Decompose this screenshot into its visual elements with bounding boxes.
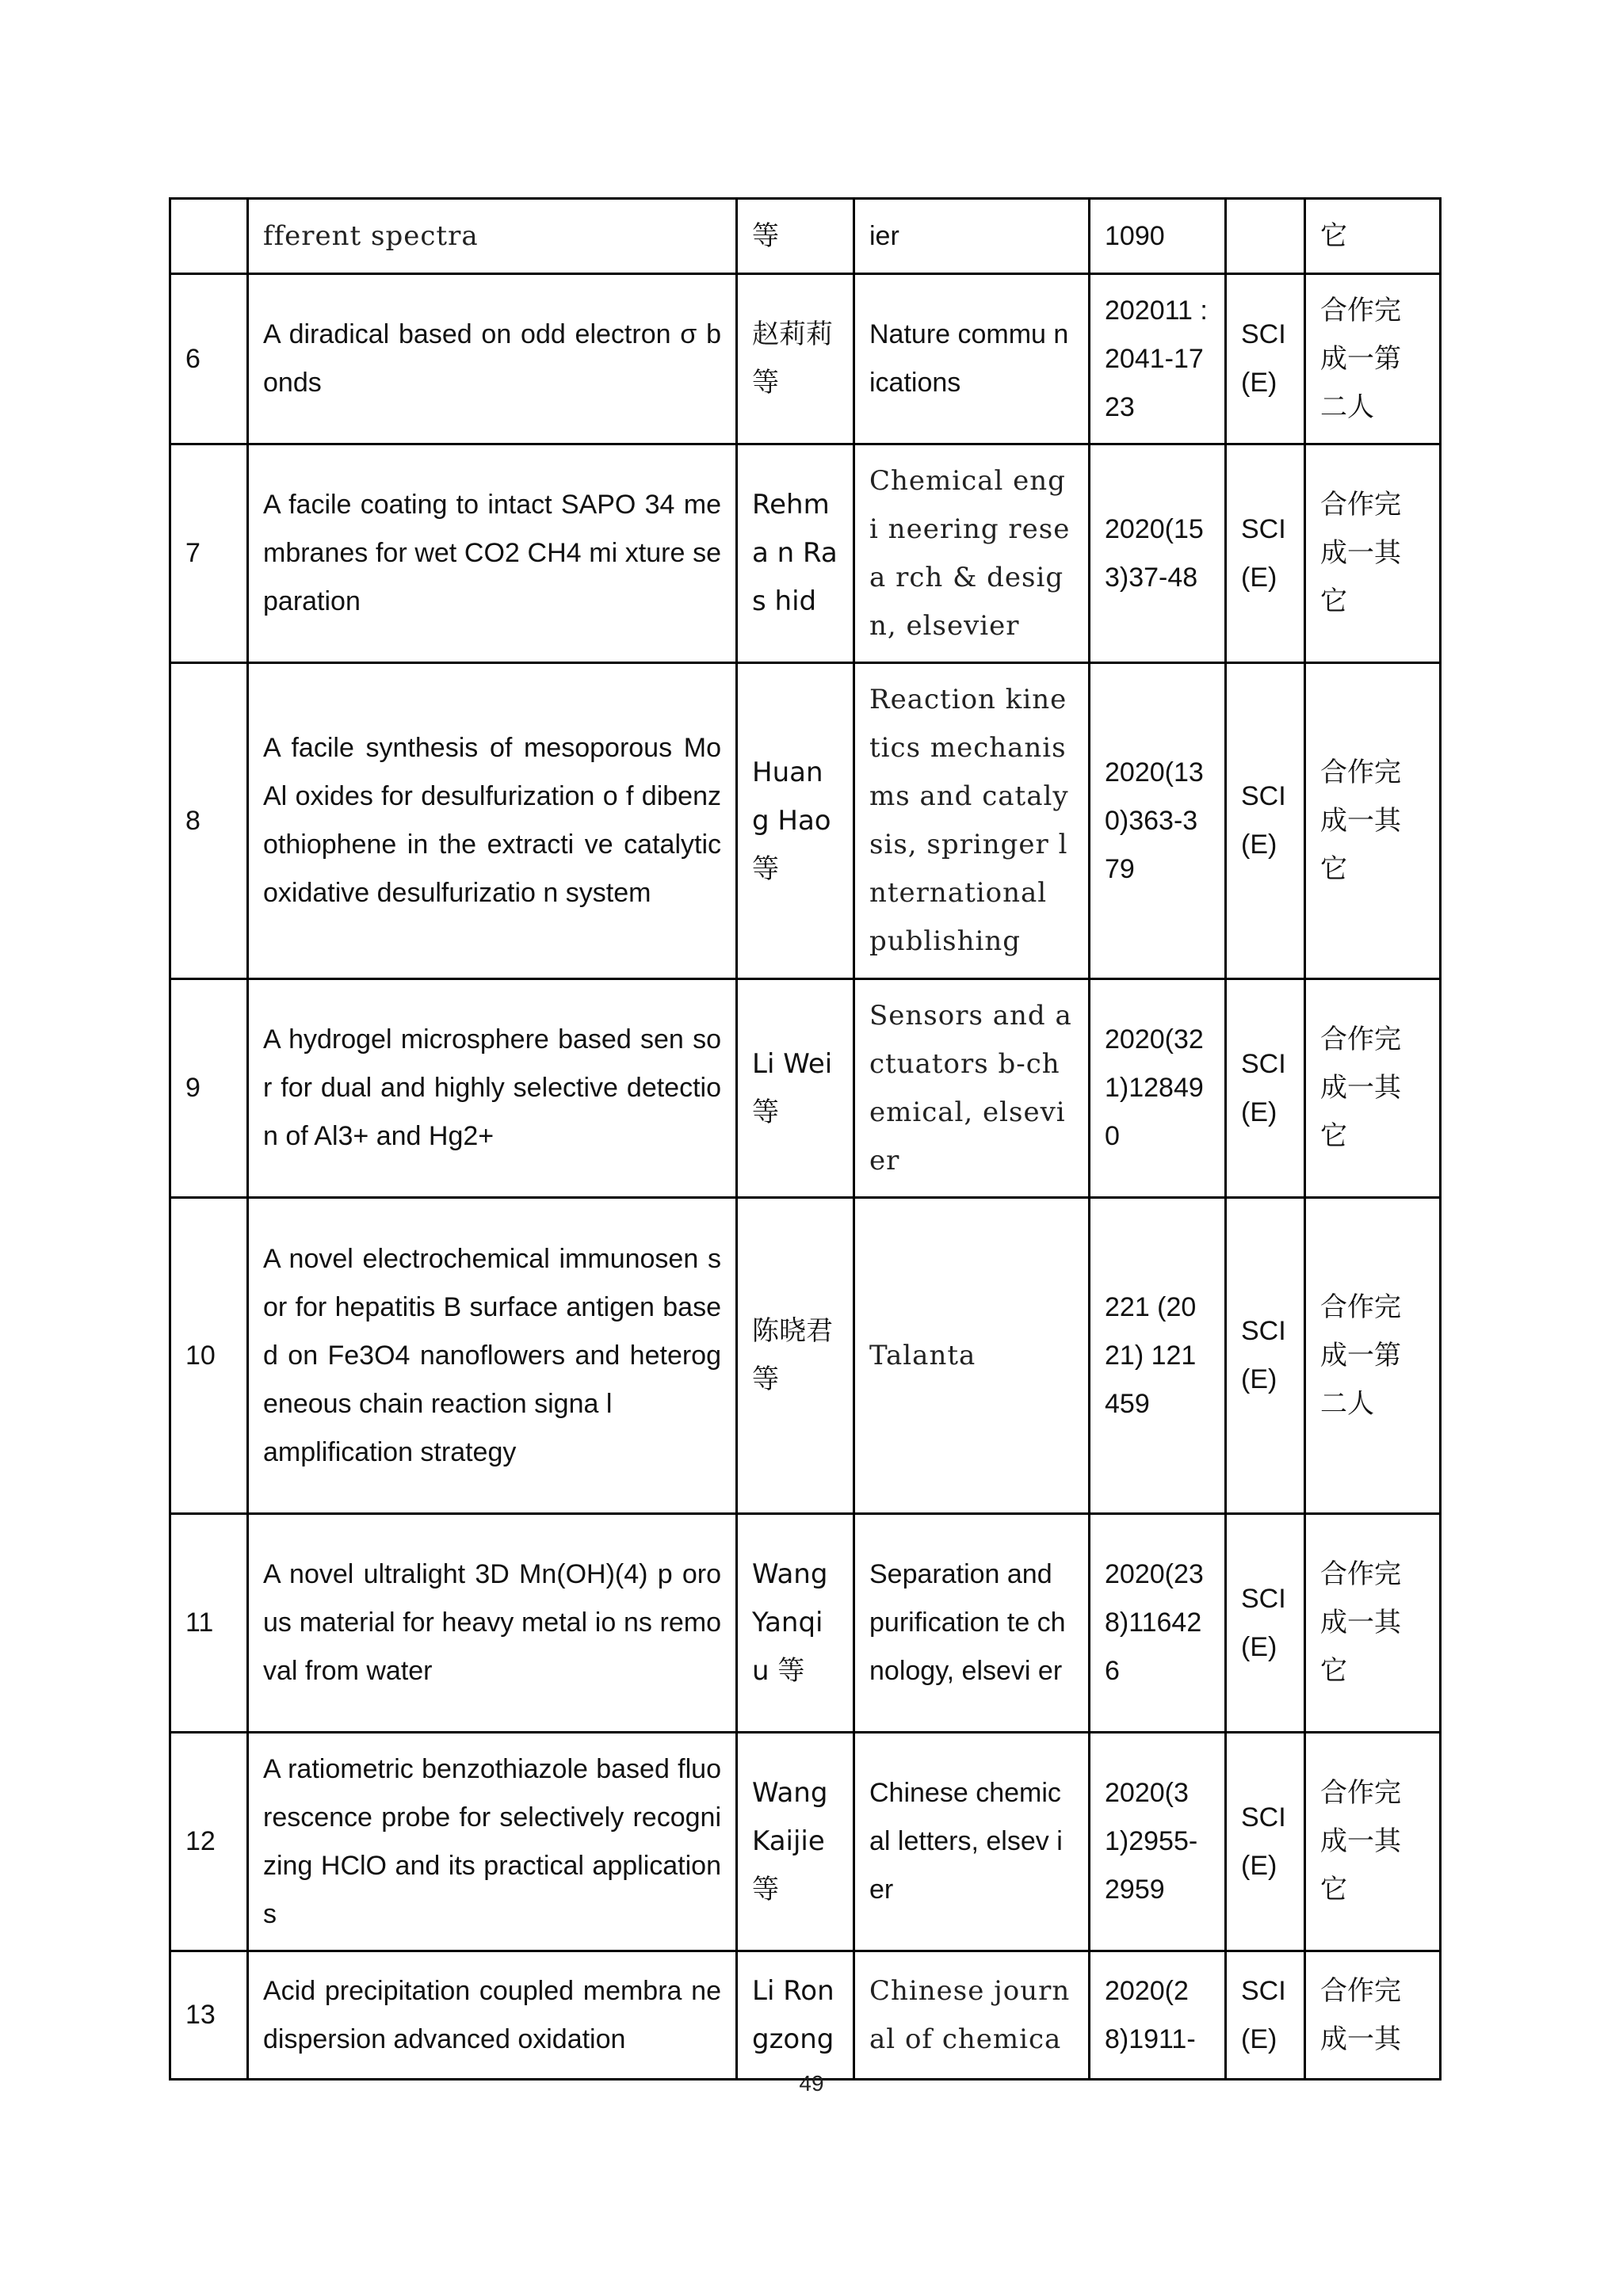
publications-table-body <box>170 199 1441 2080</box>
journal-cell: ier <box>854 199 1090 274</box>
contribution-role-cell: 合作完成一其 <box>1305 1951 1441 2080</box>
index-type-cell: SCI (E) <box>1226 1198 1305 1514</box>
volume-pages-cell: 2020(23 8)11642 6 <box>1090 1514 1226 1733</box>
contribution-role-cell: 它 <box>1305 199 1441 274</box>
volume-pages-cell: 2020(13 0)363-3 79 <box>1090 663 1226 979</box>
contribution-role-cell: 合作完成一第二人 <box>1305 1198 1441 1514</box>
journal-cell: Reaction kine tics mechanis ms and cataly sis, springer lnternational publishing <box>854 663 1090 979</box>
row-number-cell: 11 <box>170 1514 248 1733</box>
paper-title-cell: A novel ultralight 3D Mn(OH)(4) p orous material for heavy metal io ns removal from water <box>248 1514 737 1733</box>
table-row <box>170 1198 1441 1514</box>
paper-title-cell: A hydrogel microsphere based sen sor for dual and highly selective detection of Al3+ and Hg2+ <box>248 979 737 1198</box>
journal-cell: Separation and purification te chnology, elsevi er <box>854 1514 1090 1733</box>
row-number-cell: 6 <box>170 274 248 444</box>
journal-cell: Chemical engi neering resea rch & design, elsevier <box>854 444 1090 663</box>
contribution-role-cell: 合作完成一其它 <box>1305 663 1441 979</box>
authors-cell: 等 <box>737 199 854 274</box>
authors-cell: Huang Hao 等 <box>737 663 854 979</box>
table-row <box>170 1514 1441 1733</box>
volume-pages-cell: 221 (20 21) 121 459 <box>1090 1198 1226 1514</box>
paper-title-cell: A diradical based on odd electron σ bonds <box>248 274 737 444</box>
journal-cell: Chinese chemic al letters, elsev ier <box>854 1733 1090 1951</box>
journal-cell: Nature commu nications <box>854 274 1090 444</box>
paper-title-cell: A facile coating to intact SAPO 34 membranes for wet CO2 CH4 mi xture separation <box>248 444 737 663</box>
row-number-cell: 7 <box>170 444 248 663</box>
publications-table <box>169 197 1442 2081</box>
volume-pages-cell: 2020(3 1)2955-2959 <box>1090 1733 1226 1951</box>
index-type-cell: SCI (E) <box>1226 979 1305 1198</box>
paper-title-cell: A ratiometric benzothiazole based fluorescence probe for selectively recognizing HClO and its practical applications <box>248 1733 737 1951</box>
table-row <box>170 444 1441 663</box>
volume-pages-cell: 2020(2 8)1911- <box>1090 1951 1226 2080</box>
volume-pages-cell: 2020(32 1)12849 0 <box>1090 979 1226 1198</box>
table-row <box>170 663 1441 979</box>
table-row <box>170 199 1441 274</box>
page-number: 49 <box>799 2071 824 2096</box>
volume-pages-cell: 2020(15 3)37-48 <box>1090 444 1226 663</box>
contribution-role-cell: 合作完成一其它 <box>1305 979 1441 1198</box>
authors-cell: Li Ron gzong <box>737 1951 854 2080</box>
table-row <box>170 1951 1441 2080</box>
row-number-cell: 13 <box>170 1951 248 2080</box>
row-number-cell: 8 <box>170 663 248 979</box>
authors-cell: Li Wei 等 <box>737 979 854 1198</box>
authors-cell: Wang Yanqiu 等 <box>737 1514 854 1733</box>
authors-cell: Rehma n Ras hid <box>737 444 854 663</box>
paper-title-cell: Acid precipitation coupled membra ne dispersion advanced oxidation <box>248 1951 737 2080</box>
table-row <box>170 274 1441 444</box>
contribution-role-cell: 合作完成一其它 <box>1305 444 1441 663</box>
index-type-cell: SCI (E) <box>1226 1733 1305 1951</box>
index-type-cell: SCI (E) <box>1226 274 1305 444</box>
table-row <box>170 979 1441 1198</box>
row-number-cell <box>170 199 248 274</box>
authors-cell: 赵莉莉等 <box>737 274 854 444</box>
paper-title-cell: A novel electrochemical immunosen sor for hepatitis B surface antigen based on Fe3O4 nanoflowers and heterogeneous chain reaction signa l amplification strategy <box>248 1198 737 1514</box>
row-number-cell: 9 <box>170 979 248 1198</box>
index-type-cell: SCI (E) <box>1226 663 1305 979</box>
journal-cell: Talanta <box>854 1198 1090 1514</box>
volume-pages-cell: 1090 <box>1090 199 1226 274</box>
journal-cell: Chinese journ al of chemica <box>854 1951 1090 2080</box>
contribution-role-cell: 合作完成一其它 <box>1305 1514 1441 1733</box>
table-row <box>170 1733 1441 1951</box>
index-type-cell <box>1226 199 1305 274</box>
row-number-cell: 12 <box>170 1733 248 1951</box>
index-type-cell: SCI (E) <box>1226 1951 1305 2080</box>
paper-title-cell: A facile synthesis of mesoporous Mo Al oxides for desulfurization o f dibenzothiophene in the extracti ve catalytic oxidative desulfurizatio n system <box>248 663 737 979</box>
journal-cell: Sensors and a ctuators b-ch emical, elsevi er <box>854 979 1090 1198</box>
index-type-cell: SCI (E) <box>1226 444 1305 663</box>
contribution-role-cell: 合作完成一其它 <box>1305 1733 1441 1951</box>
contribution-role-cell: 合作完成一第二人 <box>1305 274 1441 444</box>
row-number-cell: 10 <box>170 1198 248 1514</box>
volume-pages-cell: 202011 :2041-1723 <box>1090 274 1226 444</box>
authors-cell: 陈晓君等 <box>737 1198 854 1514</box>
paper-title-cell: fferent spectra <box>248 199 737 274</box>
index-type-cell: SCI (E) <box>1226 1514 1305 1733</box>
authors-cell: Wang Kaijie 等 <box>737 1733 854 1951</box>
